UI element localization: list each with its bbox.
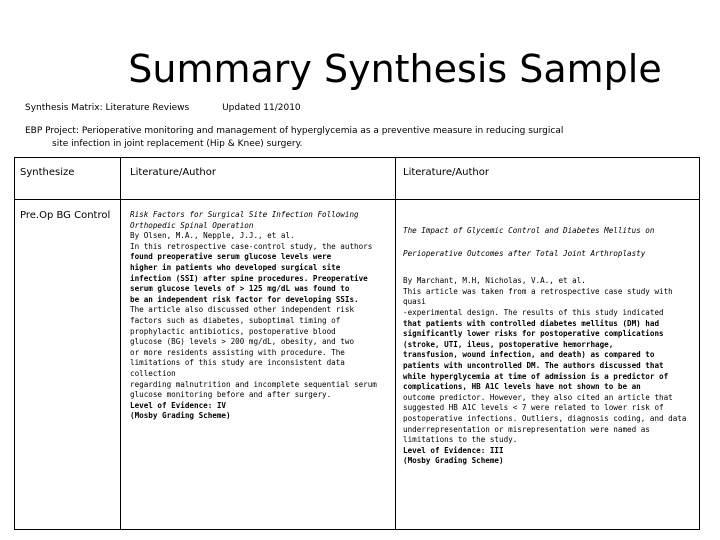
body-line: glucose (BG) levels > 200 mg/dL, obesity, and two (130, 337, 355, 347)
project-line-2: site infection in joint replacement (Hip & Knee) surgery. (52, 139, 303, 149)
matrix-meta (25, 103, 301, 113)
body-line: glucose monitoring before and after surgery. (130, 390, 332, 400)
body-line: found preoperative serum glucose levels were (130, 252, 332, 262)
header-synthesize: Synthesize (20, 167, 75, 178)
body-line: In this retrospective case-control study, the authors (130, 241, 373, 251)
header-literature-author-1: Literature/Author (130, 167, 217, 178)
row-label: Pre.Op BG Control (20, 210, 111, 221)
article-author: By Olsen, M.A., Nepple, J.J., et al. (130, 231, 295, 241)
table-right-border (699, 157, 700, 530)
body-line: be an independent risk factor for developing SSIs. (130, 294, 359, 304)
project-description (25, 125, 585, 151)
body-line: limitations of this study are inconsistent data collection (130, 358, 345, 378)
grading-scheme: (Mosby Grading Scheme) (403, 456, 504, 466)
header-literature-author-2: Literature/Author (403, 167, 490, 178)
body-line: suggested HB A1C levels < 7 were related to lower risk of (403, 403, 664, 413)
matrix-label: Synthesis Matrix: Literature Reviews (25, 103, 190, 113)
body-line: factors such as diabetes, suboptimal timing of (130, 315, 341, 325)
body-line: serum glucose levels of > 125 mg/dL was found to (130, 284, 350, 294)
body-line: limitations to the study. (403, 435, 518, 445)
project-line-1: EBP Project: Perioperative monitoring and management of hyperglycemia as a preventive measure in reducing surgical (25, 126, 564, 136)
body-line: (stroke, UTI, ileus, postoperative hemorrhage, (403, 339, 614, 349)
body-line: complications, HB A1C levels have not shown to be an (403, 382, 641, 392)
body-line: significantly lower risks for postoperative complications (403, 329, 664, 339)
literature-cell-1 (130, 210, 390, 422)
body-line: -experimental design. The results of this study indicated (403, 307, 664, 317)
body-line: transfusion, wound infection, and death) as compared to (403, 350, 655, 360)
evidence-level: Level of Evidence: IV (130, 400, 227, 410)
body-line: The article also discussed other independent risk (130, 305, 355, 315)
body-line: postoperative infections. Outliers, diagnosis coding, and data (403, 413, 687, 423)
body-line: prophylactic antibiotics, postoperative blood (130, 326, 336, 336)
body-line: higher in patients who developed surgical site (130, 262, 341, 272)
body-line: outcome predictor. However, they also cited an article that (403, 392, 673, 402)
body-line: that patients with controlled diabetes mellitus (DM) had (403, 318, 660, 328)
body-line: regarding malnutrition and incomplete sequential serum (130, 379, 377, 389)
evidence-level: Level of Evidence: III (403, 445, 504, 455)
table-top-border (14, 157, 700, 158)
table-left-border (14, 157, 15, 530)
column-divider-1 (120, 157, 121, 530)
article-title-line-1: The Impact of Glycemic Control and Diabetes Mellitus on (403, 226, 655, 235)
article-title-line-2: Perioperative Outcomes after Total Joint Arthroplasty (403, 248, 646, 258)
body-line: while hyperglycemia at time of admission is a predictor of (403, 371, 669, 381)
article-title-line-1: Risk Factors for Surgical Site Infection Following (130, 210, 359, 219)
column-divider-2 (395, 157, 396, 530)
body-line: patients with uncontrolled DM. The authors discussed that (403, 360, 664, 370)
page-title: Summary Synthesis Sample (128, 47, 662, 91)
updated-date: Updated 11/2010 (222, 103, 301, 113)
grading-scheme: (Mosby Grading Scheme) (130, 411, 231, 421)
body-line: underrepresentation or misrepresentation were named as (403, 424, 650, 434)
literature-cell-2 (403, 226, 695, 467)
article-author: By Marchant, M.H, Nicholas, V.A., et al. (403, 276, 586, 286)
table-bottom-border (14, 529, 700, 530)
body-line: or more residents assisting with procedure. The (130, 347, 345, 357)
article-title-line-2: Orthopedic Spinal Operation (130, 220, 254, 230)
body-line: This article was taken from a retrospective case study with quasi (403, 286, 673, 307)
body-line: infection (SSI) after spine procedures. Preoperative (130, 273, 368, 283)
header-row-border (14, 199, 700, 200)
